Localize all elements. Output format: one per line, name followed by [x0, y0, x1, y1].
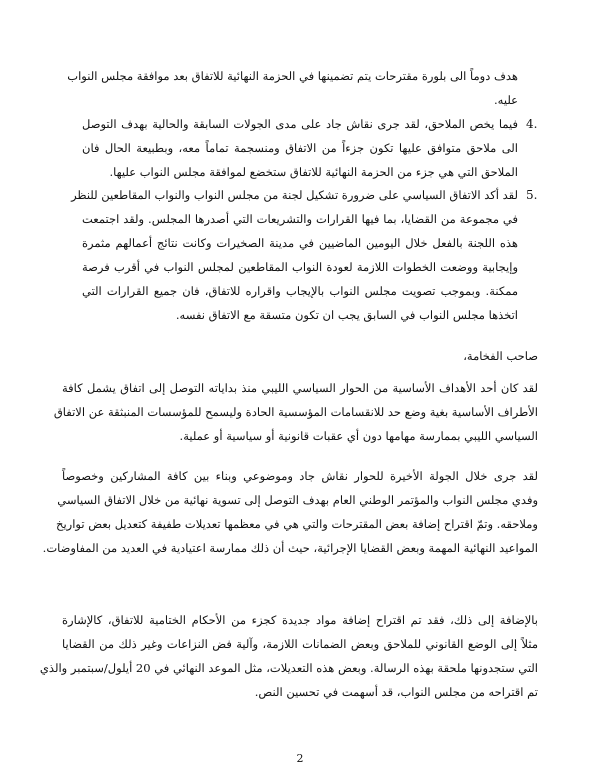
body-line: اتخذها مجلس النواب في السابق يجب ان تكون متسقة مع الاتفاق نفسه. [175, 308, 518, 322]
body-line: السياسي الليبي بممارسة مهامها دون أي عقبات قانونية أو سياسية أو عملية. [179, 429, 538, 443]
body-line: بالإضافة إلى ذلك، فقد تم اقتراح إضافة مواد جديدة كجزء من الأحكام الختامية للاتفاق، كالإشارة [62, 613, 538, 627]
body-line: فيما يخص الملاحق، لقد جرى نقاش جاد على مدى الجولات السابقة والحالية بهدف التوصل [82, 117, 518, 131]
body-line: في مجموعة من القضايا، بما فيها القرارات والتشريعات التي أصدرها المجلس. ولقد اجتمعت [82, 212, 518, 226]
body-line: وإيجابية ووضعت الخطوات اللازمة لعودة النواب المقاطعين لمجلس النواب في أقرب فرصة [82, 260, 518, 274]
body-line: مثلاً إلى الوضع القانوني للملاحق وبعض الضمانات اللازمة، وآلية فض النزاعات وغير ذلك من القضايا [62, 637, 538, 651]
body-line: وفدي مجلس النواب والمؤتمر الوطني العام بهدف التوصل إلى تسوية نهائية من خلال الاتفاق السياسي [57, 493, 538, 507]
list-item-number: 5. [526, 188, 538, 202]
body-line: الأطراف الأساسية بغية وضع حد للانقسامات المؤسسية الحادة وليسمح للمؤسسات المنبثقة عن الاتفاق [53, 405, 538, 419]
body-line: لقد جرى خلال الجولة الأخيرة للحوار نقاش جاد وموضوعي وبناء بين كافة المشاركين وخصوصاً [62, 469, 538, 483]
body-line: المواعيد النهائية المهمة وبعض القضايا الإجرائية، حيث أن ذلك ممارسة اعتيادية في العديد من المفاوضات. [42, 541, 538, 555]
list-item-number: 4. [526, 117, 538, 131]
body-line: لقد كان أحد الأهداف الأساسية من الحوار السياسي الليبي منذ بداياته التوصل إلى اتفاق يشمل كافة [62, 381, 538, 395]
body-line: عليه. [494, 93, 518, 107]
salutation: صاحب الفخامة، [463, 349, 538, 363]
body-line: هدف دوماً الى بلورة مقترحات يتم تضمينها في الحزمة النهائية للاتفاق بعد موافقة مجلس النواب [67, 69, 518, 83]
body-line: الى ملاحق متوافق عليها تكون جزءاً من الاتفاق ومنسجمة تماماً معه، وبطبيعة الحال فان [82, 141, 518, 155]
body-line: تم اقتراحه من مجلس النواب، قد أسهمت في تحسين النص. [254, 685, 538, 699]
body-line: هذه اللجنة بالفعل خلال اليومين الماضيين في مدينة الصخيرات وكانت نتائج أعمالهم مثمرة [82, 236, 518, 250]
body-line: التي ستجدونها ملحقة بهذه الرسالة. وبعض هذه التعديلات، مثل الموعد النهائي في 20 أيلول/سبتمبر والذي [39, 661, 538, 675]
body-line: الملاحق التي هي جزء من الحزمة النهائية للاتفاق ستخضع لموافقة مجلس النواب عليها. [109, 165, 518, 179]
body-line: ممكنة. وبموجب تصويت مجلس النواب بالإيجاب واقراره للاتفاق، فان جميع القرارات التي [82, 284, 518, 298]
page-number: 2 [296, 752, 304, 765]
body-line: لقد أكد الاتفاق السياسي على ضرورة تشكيل لجنة من مجلس النواب والنواب المقاطعين للنظر [71, 188, 518, 202]
body-line: وملاحقه. وتمّ اقتراح إضافة بعض المقترحات والتي هي في معظمها تعديلات طفيفة كتعديل بعض تواريخ [56, 517, 538, 531]
